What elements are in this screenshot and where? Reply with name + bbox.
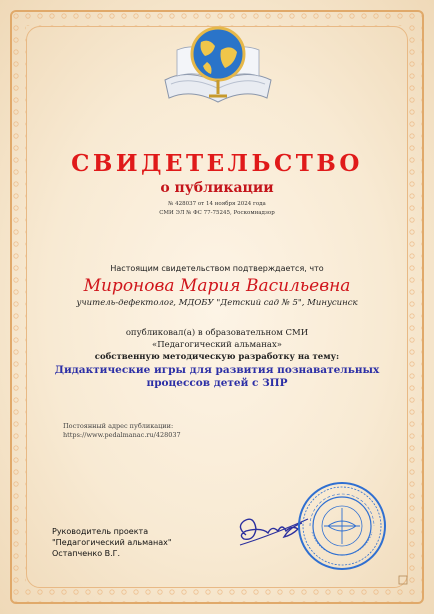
certificate-number: № 428037 от 14 ноября 2024 года xyxy=(168,201,266,207)
smi-registration: СМИ ЭЛ № ФС 77-75245, Роскомнадзор xyxy=(159,210,275,216)
address-label: Постоянный адрес публикации: xyxy=(63,422,174,430)
publication-topic: Дидактические игры для развития познавательных процессов детей с ЗПР xyxy=(54,364,380,389)
qr-corner-icon xyxy=(398,575,408,585)
publication-journal-name: «Педагогический альманах» xyxy=(152,340,282,350)
publication-line-1: опубликовал(а) в образовательном СМИ xyxy=(125,328,309,338)
publication-url-link[interactable]: https://www.pedalmanac.ru/428037 xyxy=(63,431,181,439)
certificate-subtitle: о публикации xyxy=(160,180,274,196)
certificate-title: СВИДЕТЕЛЬСТВО xyxy=(71,150,363,177)
confirm-text: Настоящим свидетельством подтверждается, что xyxy=(110,264,324,273)
signatory-project: "Педагогический альманах" xyxy=(52,538,172,547)
globe-book-emblem-icon xyxy=(157,10,279,118)
recipient-name: Миронова Мария Васильевна xyxy=(83,276,351,296)
recipient-position: учитель-дефектолог, МДОБУ "Детский сад № 5", Минусинск xyxy=(76,298,358,308)
signatory-role: Руководитель проекта xyxy=(52,527,149,536)
publication-line-3: собственную методическую разработку на тему: xyxy=(94,352,340,362)
round-seal-stamp xyxy=(296,480,388,572)
signatory-name: Остапченко В.Г. xyxy=(52,549,121,558)
